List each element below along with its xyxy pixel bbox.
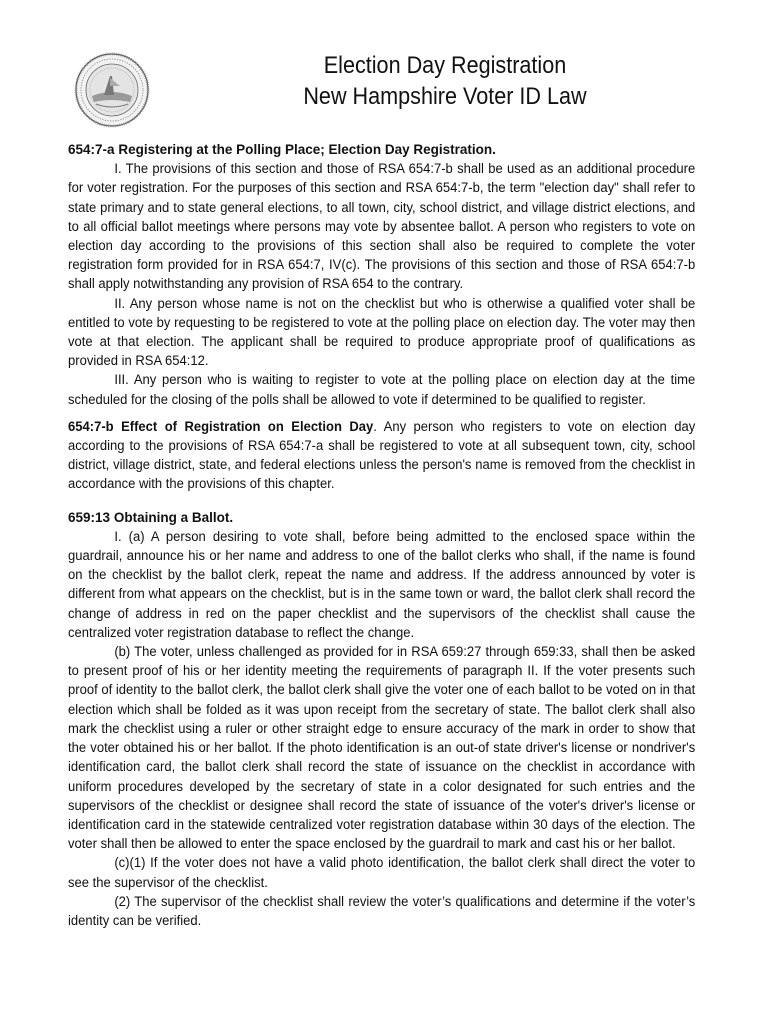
section-659-13-paragraph-1: I. (a) A person desiring to vote shall, before being admitted to the enclosed space within the guardrail, announce his or her name and address to one of the ballot clerks who shall, if the name is found on the checklist by the ballot clerk, repeat the name and address. If the address announced by voter is different from what appears on the checklist, but is in the same town or ward, the ballot clerk shall record the change of address in red on the paper checklist and the supervisors of the checklist shall cause the centralized voter registration database to reflect the change. bbox=[68, 528, 696, 640]
document-body bbox=[68, 140, 695, 930]
section-654-7b-text: . Any person who registers to vote on election day according to the provisions of RSA 654:7-a shall be registered to vote at all subsequent town, city, school district, village district, state, and federal elections unless the person's name is removed from the checklist in accordance with the provisions of this chapter. bbox=[68, 418, 696, 492]
section-654-7a-paragraph-1: I. The provisions of this section and those of RSA 654:7-b shall be used as an additional procedure for voter registration. For the purposes of this section and RSA 654:7-b, the term "election day" shall refer to state primary and to state general elections, to all town, city, school district, and village district elections, and to all official ballot meetings where persons may vote by absentee ballot. A person who registers to vote on election day according to the provisions of this section shall also be required to complete the voter registration form provided for in RSA 654:7, IV(c). The provisions of this section and those of RSA 654:7-b shall apply notwithstanding any provision of RSA 654 to the contrary. bbox=[68, 161, 696, 292]
section-659-13-paragraph-2: (b) The voter, unless challenged as provided for in RSA 659:27 through 659:33, shall then be asked to present proof of his or her identity meeting the requirements of paragraph II. If the voter presents such proof of identity to the ballot clerk, the ballot clerk shall give the voter one of each ballot to be voted on in that election which shall be folded as it was upon receipt from the secretary of state. The ballot clerk shall also mark the checklist using a ruler or other straight edge to ensure accuracy of the mark in order to show that the voter obtained his or her ballot. If the photo identification is an out-of state driver's license or nondriver's identification card, the ballot clerk shall record the state of issuance on the checklist in accordance with uniform procedures developed by the secretary of state in a color designated for such entries and the supervisors of the checklist or designee shall record the state of issuance of the voter's driver's license or identification card in the statewide centralized voter registration database within 30 days of the election. The voter shall then be allowed to enter the space enclosed by the guardrail to mark and cast his or her ballot. bbox=[68, 644, 696, 852]
section-654-7a-paragraph-2: II. Any person whose name is not on the checklist but who is otherwise a qualified voter shall be entitled to vote by requesting to be registered to vote at the polling place on election day. The voter may then vote at that election. The applicant shall be required to produce appropriate proof of qualifications as provided in RSA 654:12. bbox=[68, 295, 696, 369]
document-title bbox=[252, 50, 639, 112]
section-654-7a-heading: 654:7-a Registering at the Polling Place; Election Day Registration. bbox=[68, 141, 496, 157]
title-line-1: Election Day Registration bbox=[323, 52, 567, 79]
section-659-13-heading: 659:13 Obtaining a Ballot. bbox=[68, 508, 234, 525]
section-654-7b-heading: 654:7-b Effect of Registration on Election Day bbox=[68, 418, 374, 434]
title-line-2: New Hampshire Voter ID Law bbox=[303, 83, 587, 110]
section-654-7b-paragraph bbox=[68, 417, 695, 494]
section-659-13-paragraph-4: (2) The supervisor of the checklist shall review the voter’s qualifications and determine if the voter’s identity can be verified. bbox=[68, 893, 696, 928]
section-654-7a-paragraph-3: III. Any person who is waiting to register to vote at the polling place on election day at the time scheduled for the closing of the polls shall be allowed to vote if determined to be qualified to register. bbox=[68, 372, 696, 407]
state-seal-icon bbox=[74, 52, 150, 128]
section-659-13-paragraph-3: (c)(1) If the voter does not have a valid photo identification, the ballot clerk shall direct the voter to see the supervisor of the checklist. bbox=[68, 855, 696, 890]
